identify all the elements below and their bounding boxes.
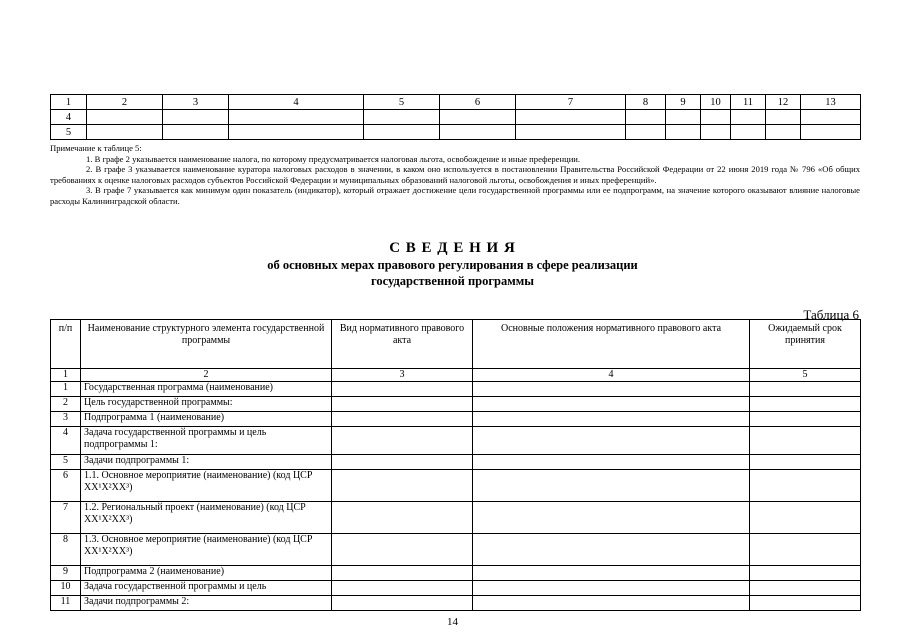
empty-cell: [332, 502, 473, 534]
empty-cell: [332, 581, 473, 596]
row-element-name: Задача государственной программы и цель: [81, 581, 332, 596]
empty-cell: [750, 470, 861, 502]
notes-title: Примечание к таблице 5:: [50, 143, 142, 153]
table-5-cell: [666, 125, 701, 140]
table-5-cell: 5: [51, 125, 87, 140]
empty-cell: [332, 566, 473, 581]
row-number: 1: [51, 382, 81, 397]
document-title: С В Е Д Е Н И Я: [389, 240, 516, 256]
table-row: [51, 470, 861, 502]
row-number: 10: [51, 581, 81, 596]
table-row: [51, 397, 861, 412]
table-5-cell: [163, 125, 229, 140]
row-number: 8: [51, 534, 81, 566]
table-5-cell: 10: [701, 95, 731, 110]
empty-cell: [750, 455, 861, 470]
table-5-cell: 1: [51, 95, 87, 110]
table-5-cell: [701, 110, 731, 125]
row-element-name: Цель государственной программы:: [81, 397, 332, 412]
table-5-cell: 5: [364, 95, 440, 110]
column-number: 1: [51, 369, 81, 382]
row-number: 3: [51, 412, 81, 427]
row-number: 5: [51, 455, 81, 470]
table-6-label: Таблица 6: [803, 307, 859, 322]
table-row: [51, 427, 861, 455]
empty-cell: [473, 382, 750, 397]
table-row: [51, 110, 861, 125]
empty-cell: [473, 397, 750, 412]
table-5-cell: [440, 110, 516, 125]
column-header-number: п/п: [51, 320, 81, 369]
row-element-name: Задача государственной программы и цель подпрограммы 1:: [81, 427, 332, 455]
empty-cell: [750, 412, 861, 427]
empty-cell: [332, 596, 473, 611]
table-row: [51, 455, 861, 470]
row-element-name: 1.1. Основное мероприятие (наименование) (код ЦСР XX¹X²XX³): [81, 470, 332, 502]
table-5-cell: 4: [229, 95, 364, 110]
empty-cell: [332, 534, 473, 566]
row-number: 6: [51, 470, 81, 502]
table-5-cell: 8: [626, 95, 666, 110]
table-6-numbering-row: [51, 369, 861, 382]
table-5-cell: [626, 110, 666, 125]
empty-cell: [332, 427, 473, 455]
table-5-notes: [50, 143, 860, 207]
table-5-cell: [163, 110, 229, 125]
table-5-cell: [516, 125, 626, 140]
table-row: [51, 581, 861, 596]
column-number: 4: [473, 369, 750, 382]
table-row: [51, 125, 861, 140]
column-header-deadline: Ожидаемый срок принятия: [750, 320, 861, 369]
table-5-cell: [666, 110, 701, 125]
row-number: 4: [51, 427, 81, 455]
empty-cell: [473, 427, 750, 455]
empty-cell: [473, 596, 750, 611]
empty-cell: [473, 534, 750, 566]
table-5-cell: [364, 125, 440, 140]
row-element-name: Подпрограмма 2 (наименование): [81, 566, 332, 581]
empty-cell: [750, 382, 861, 397]
table-5-cell: [731, 110, 766, 125]
column-number: 5: [750, 369, 861, 382]
empty-cell: [473, 502, 750, 534]
empty-cell: [473, 455, 750, 470]
column-number: 3: [332, 369, 473, 382]
row-element-name: Подпрограмма 1 (наименование): [81, 412, 332, 427]
column-number: 2: [81, 369, 332, 382]
column-header-element-name: Наименование структурного элемента государственной программы: [81, 320, 332, 369]
table-5-cell: [766, 125, 801, 140]
table-6: [50, 319, 861, 611]
row-element-name: Задачи подпрограммы 1:: [81, 455, 332, 470]
table-row: [51, 534, 861, 566]
table-5-cell: 13: [801, 95, 861, 110]
empty-cell: [750, 566, 861, 581]
table-5-cell: [801, 110, 861, 125]
empty-cell: [750, 596, 861, 611]
table-5-cell: 9: [666, 95, 701, 110]
empty-cell: [473, 566, 750, 581]
note-item: 2. В графе 3 указывается наименование куратора налоговых расходов в значении, в каком оно используется в постановлении Правительства Российской Федерации от 22 июня 2019 года № 796 «Об общих требованиях к оценке налоговых расходов субъектов Российской Федерации и муниципальных образований налоговой льготы, освобождения и иных преференций».: [50, 164, 860, 185]
table-5-cell: [87, 125, 163, 140]
empty-cell: [473, 412, 750, 427]
empty-cell: [473, 581, 750, 596]
table-row: [51, 502, 861, 534]
table-5-cell: 6: [440, 95, 516, 110]
table-5-cell: [229, 110, 364, 125]
table-5-cell: [229, 125, 364, 140]
empty-cell: [332, 382, 473, 397]
table-5-cell: [766, 110, 801, 125]
table-5-cell: 11: [731, 95, 766, 110]
table-5-cell: [516, 110, 626, 125]
empty-cell: [750, 502, 861, 534]
table-row: [51, 596, 861, 611]
empty-cell: [332, 455, 473, 470]
table-5-cell: 2: [87, 95, 163, 110]
row-number: 7: [51, 502, 81, 534]
row-element-name: 1.3. Основное мероприятие (наименование) (код ЦСР XX¹X²XX³): [81, 534, 332, 566]
table-row: [51, 382, 861, 397]
empty-cell: [750, 534, 861, 566]
column-header-act-provisions: Основные положения нормативного правового акта: [473, 320, 750, 369]
column-header-act-type: Вид нормативного правового акта: [332, 320, 473, 369]
table-5: [50, 94, 861, 140]
row-number: 2: [51, 397, 81, 412]
row-number: 9: [51, 566, 81, 581]
table-5-header-row: [51, 95, 861, 110]
row-element-name: 1.2. Региональный проект (наименование) (код ЦСР XX¹X²XX³): [81, 502, 332, 534]
row-element-name: Государственная программа (наименование): [81, 382, 332, 397]
empty-cell: [750, 427, 861, 455]
table-5-cell: [731, 125, 766, 140]
empty-cell: [332, 470, 473, 502]
table-5-cell: 3: [163, 95, 229, 110]
table-row: [51, 412, 861, 427]
empty-cell: [473, 470, 750, 502]
document-subtitle-line-1: об основных мерах правового регулирования в сфере реализации: [267, 258, 638, 272]
table-5-cell: [364, 110, 440, 125]
table-5-cell: [801, 125, 861, 140]
table-5-cell: [440, 125, 516, 140]
table-5-cell: 12: [766, 95, 801, 110]
empty-cell: [750, 397, 861, 412]
table-5-cell: 7: [516, 95, 626, 110]
table-6-header-row: [51, 320, 861, 369]
table-5-cell: [626, 125, 666, 140]
table-5-cell: [701, 125, 731, 140]
empty-cell: [332, 397, 473, 412]
page-number: 14: [447, 616, 458, 628]
note-item: 1. В графе 2 указывается наименование налога, по которому предусматривается налоговая льгота, освобождение и иные преференции.: [86, 153, 581, 164]
table-5-cell: 4: [51, 110, 87, 125]
empty-cell: [750, 581, 861, 596]
row-number: 11: [51, 596, 81, 611]
table-5-cell: [87, 110, 163, 125]
document-subtitle-line-2: государственной программы: [370, 274, 535, 288]
table-row: [51, 566, 861, 581]
empty-cell: [332, 412, 473, 427]
row-element-name: Задачи подпрограммы 2:: [81, 596, 332, 611]
note-item: 3. В графе 7 указывается как минимум один показатель (индикатор), который отражает достижение цели государственной программы или ее подпрограмм, на значение которого оказывают влияние налоговые расходы Калининградской области.: [50, 185, 860, 206]
